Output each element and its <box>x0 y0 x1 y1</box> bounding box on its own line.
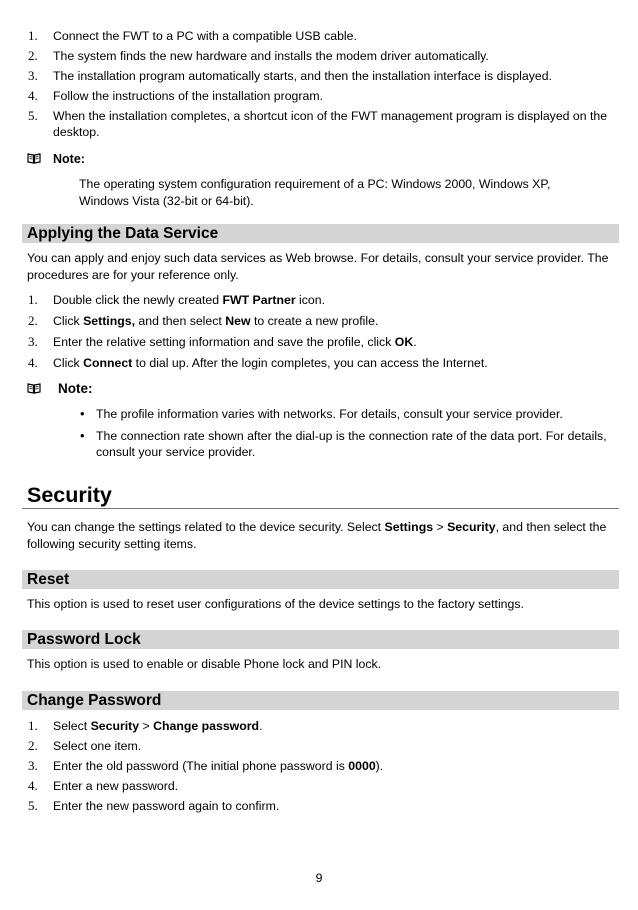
list-item: • The connection rate shown after the dial-up is the connection rate of the data port. For details, consult your service provider. <box>80 428 607 459</box>
list-item: • The profile information varies with networks. For details, consult your service provider. <box>80 406 563 421</box>
book-icon <box>27 153 41 164</box>
list-item: 3. The installation program automatically starts, and then the installation interface is displayed. <box>28 68 552 83</box>
list-item: 5. When the installation completes, a shortcut icon of the FWT management program is displayed on the desktop. <box>28 108 608 139</box>
list-item: 2. Click Settings, and then select New to create a new profile. <box>28 313 379 328</box>
list-item: 5. Enter the new password again to confirm. <box>28 798 280 813</box>
reset-text: This option is used to reset user configurations of the device settings to the factory settings. <box>27 597 524 611</box>
security-intro: You can change the settings related to the device security. Select Settings > Security, and then select the following security setting items. <box>27 520 607 551</box>
password-lock-text: This option is used to enable or disable Phone lock and PIN lock. <box>27 657 382 671</box>
list-item: 4. Enter a new password. <box>28 778 179 793</box>
list-item: 2. Select one item. <box>28 738 142 753</box>
book-icon <box>27 383 41 394</box>
page-number: 9 <box>315 871 323 885</box>
data-service-steps-list <box>22 292 618 371</box>
note-heading: Note: <box>27 152 85 166</box>
list-item: 3. Enter the relative setting information and save the profile, click OK. <box>28 334 417 349</box>
data-service-intro: You can apply and enjoy such data services as Web browse. For details, consult your service provider. The procedures are for your reference only. <box>27 251 609 282</box>
section-heading-password-lock: Password Lock <box>22 630 619 649</box>
section-heading-reset: Reset <box>22 570 619 589</box>
list-item: 1. Select Security > Change password. <box>28 718 263 733</box>
change-password-steps-list <box>22 718 618 814</box>
list-item: 1. Double click the newly created FWT Partner icon. <box>28 292 326 307</box>
list-item: 3. Enter the old password (The initial phone password is 0000). <box>28 758 384 773</box>
section-heading-change-password: Change Password <box>22 691 619 710</box>
list-item: 4. Click Connect to dial up. After the login completes, you can access the Internet. <box>28 355 488 370</box>
section-heading-data-service: Applying the Data Service <box>22 224 619 243</box>
install-steps-list <box>22 28 618 140</box>
divider <box>22 508 619 509</box>
list-item: 2. The system finds the new hardware and installs the modem driver automatically. <box>28 48 489 63</box>
list-item: 4. Follow the instructions of the installation program. <box>28 88 323 103</box>
note-text: The operating system configuration requirement of a PC: Windows 2000, Windows XP, Windows Vista (32-bit or 64-bit). <box>79 177 551 208</box>
list-item: 1. Connect the FWT to a PC with a compatible USB cable. <box>28 28 357 43</box>
bullet-icon: • <box>80 406 85 421</box>
section-heading-security: Security <box>27 483 112 507</box>
note-heading: Note: <box>27 381 93 396</box>
bullet-icon: • <box>80 428 85 443</box>
